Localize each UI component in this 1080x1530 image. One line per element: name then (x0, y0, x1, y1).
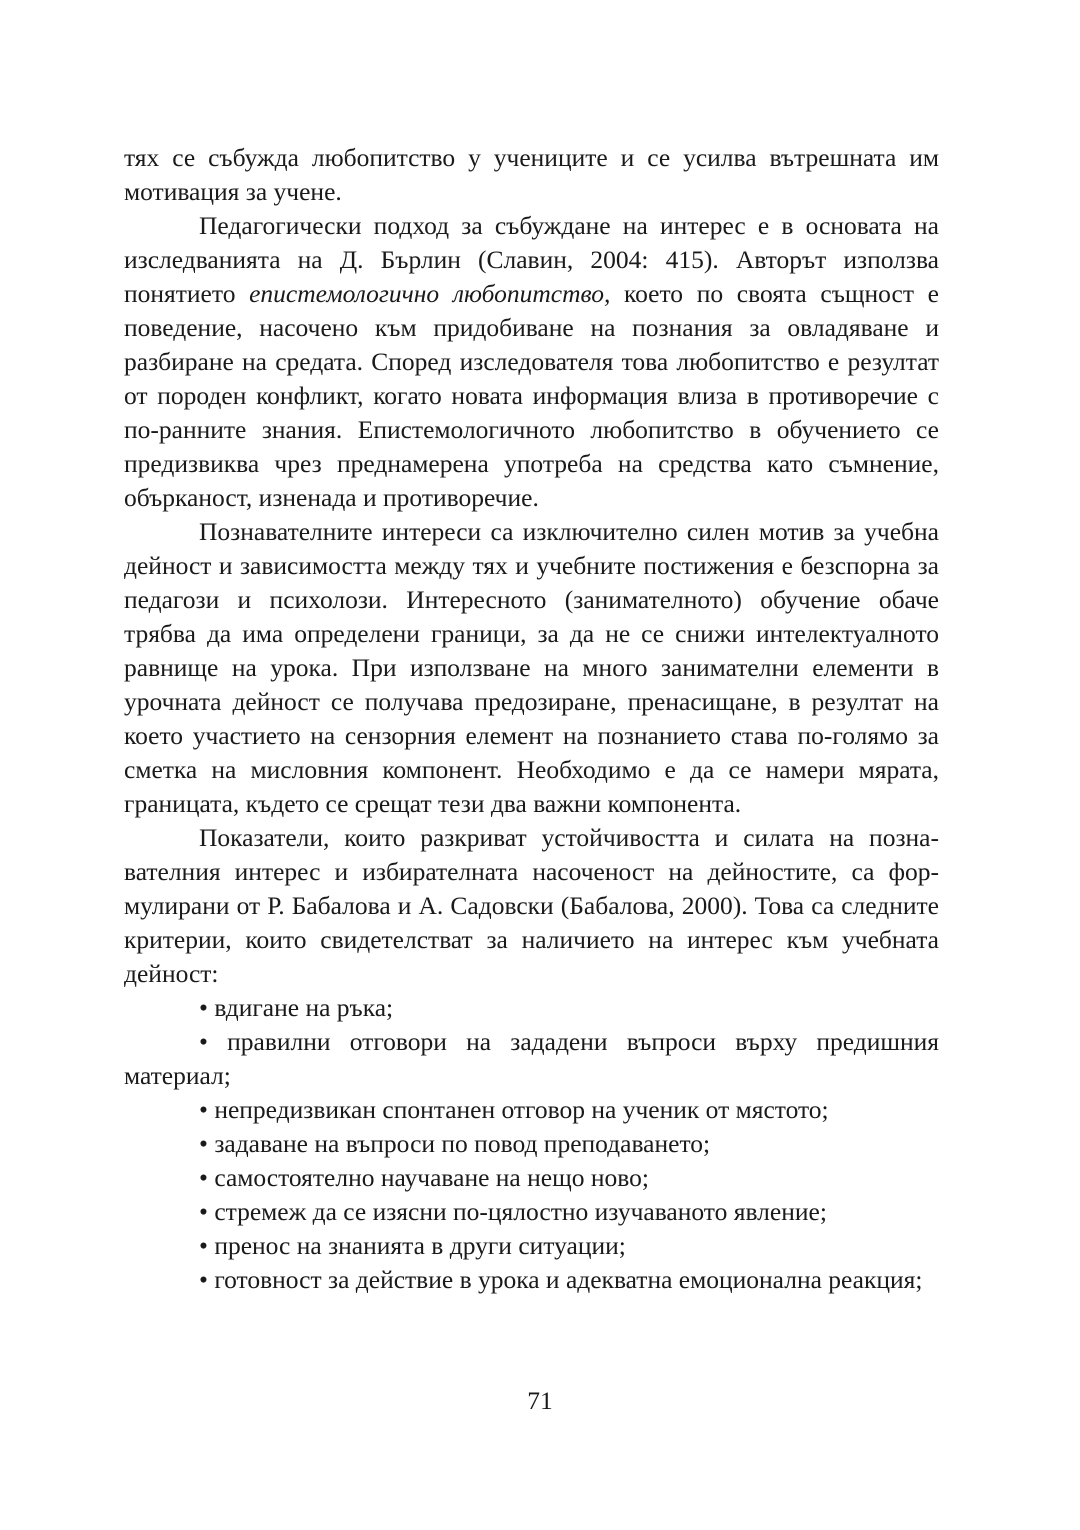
list-item (124, 1229, 939, 1263)
list-item (124, 1127, 939, 1161)
list-item-text: пренос на знанията в други ситуации; (214, 1231, 626, 1260)
list-item-text: непредизвикан спонтанен отговор на ученик от мястото; (214, 1095, 829, 1124)
paragraph-text: тях се събужда любопитство у учениците и се усилва вътрешната им мотивация за учене. (124, 143, 939, 206)
list-item (124, 1025, 939, 1093)
list-item-text: стремеж да се изясни по-цялостно изучаваното явление; (214, 1197, 827, 1226)
list-item-text: правилни отговори на зададени въпроси върху предишния материал; (124, 1027, 939, 1090)
paragraph (124, 209, 939, 515)
bullet-icon: • (199, 1095, 208, 1124)
list-item (124, 1263, 939, 1297)
italic-term: епистемологично любопитство, (249, 279, 611, 308)
bullet-icon: • (199, 993, 208, 1022)
paragraph-text: Познавателните интереси са изключително силен мотив за учебна дейност и зависимостта между тях и учебните постижения е безспорна за педагози и психолози. Интересното (занимателното) обучение обаче трябва да има определени граници, за да не се снижи интелектуалното равнище на урока. При използване на много занимателни елементи в урочната дейност се получава предозиране, пренасищане, в резултат на което участието на сензорния елемент на познанието става по-голямо за сметка на мисловния компонент. Необходимо е да се намери мярата, границата, където се срещат тези два важни компонента. (124, 517, 939, 818)
list-item (124, 1161, 939, 1195)
list-item (124, 1093, 939, 1127)
paragraph-text: Показатели, които разкриват устойчивостта и силата на познавателния интерес и избирателната насоченост на дейностите, са формулирани от Р. Бабалова и А. Садовски (Бабалова, 2000). Това са следните критерии, които свидетелстват за наличието на интерес към учебната дейност: (124, 823, 939, 988)
bullet-icon: • (199, 1231, 208, 1260)
list-item-text: вдигане на ръка; (214, 993, 394, 1022)
paragraph-text: Педагогически подход за събуждане на интерес е в основата на изследванията на Д. Бърлин (Славин, 2004: 415). Авторът използва понятието (124, 211, 939, 308)
bullet-icon: • (199, 1163, 208, 1192)
list-item (124, 1195, 939, 1229)
bullet-icon: • (199, 1129, 208, 1158)
paragraph (124, 515, 939, 821)
paragraph-text: което по своята същност е поведение, насочено към придобиване на познания за овладяване и разбиране на средата. Според изследователя това любопитство е резултат от породен конфликт, когато новата информация влиза в противоречие с по-ранните знания. Епистемологичното любопитство в обучението се предизвиква чрез преднамерена употреба на средства като съмнение, обърканост, изненада и противоречие. (124, 279, 939, 512)
paragraph (124, 821, 939, 991)
page-number: 71 (527, 1386, 553, 1415)
bullet-icon: • (199, 1265, 208, 1294)
list-item-text: самостоятелно научаване на нещо ново; (214, 1163, 649, 1192)
paragraphs (124, 141, 939, 991)
page-body (124, 141, 939, 1297)
list-item-text: готовност за действие в урока и адекватна емоционална реакция; (214, 1265, 923, 1294)
bullet-icon: • (199, 1197, 208, 1226)
list-item-text: задаване на въпроси по повод преподаването; (214, 1129, 711, 1158)
criteria-list (124, 991, 939, 1297)
bullet-icon: • (199, 1027, 208, 1056)
paragraph (124, 141, 939, 209)
list-item (124, 991, 939, 1025)
